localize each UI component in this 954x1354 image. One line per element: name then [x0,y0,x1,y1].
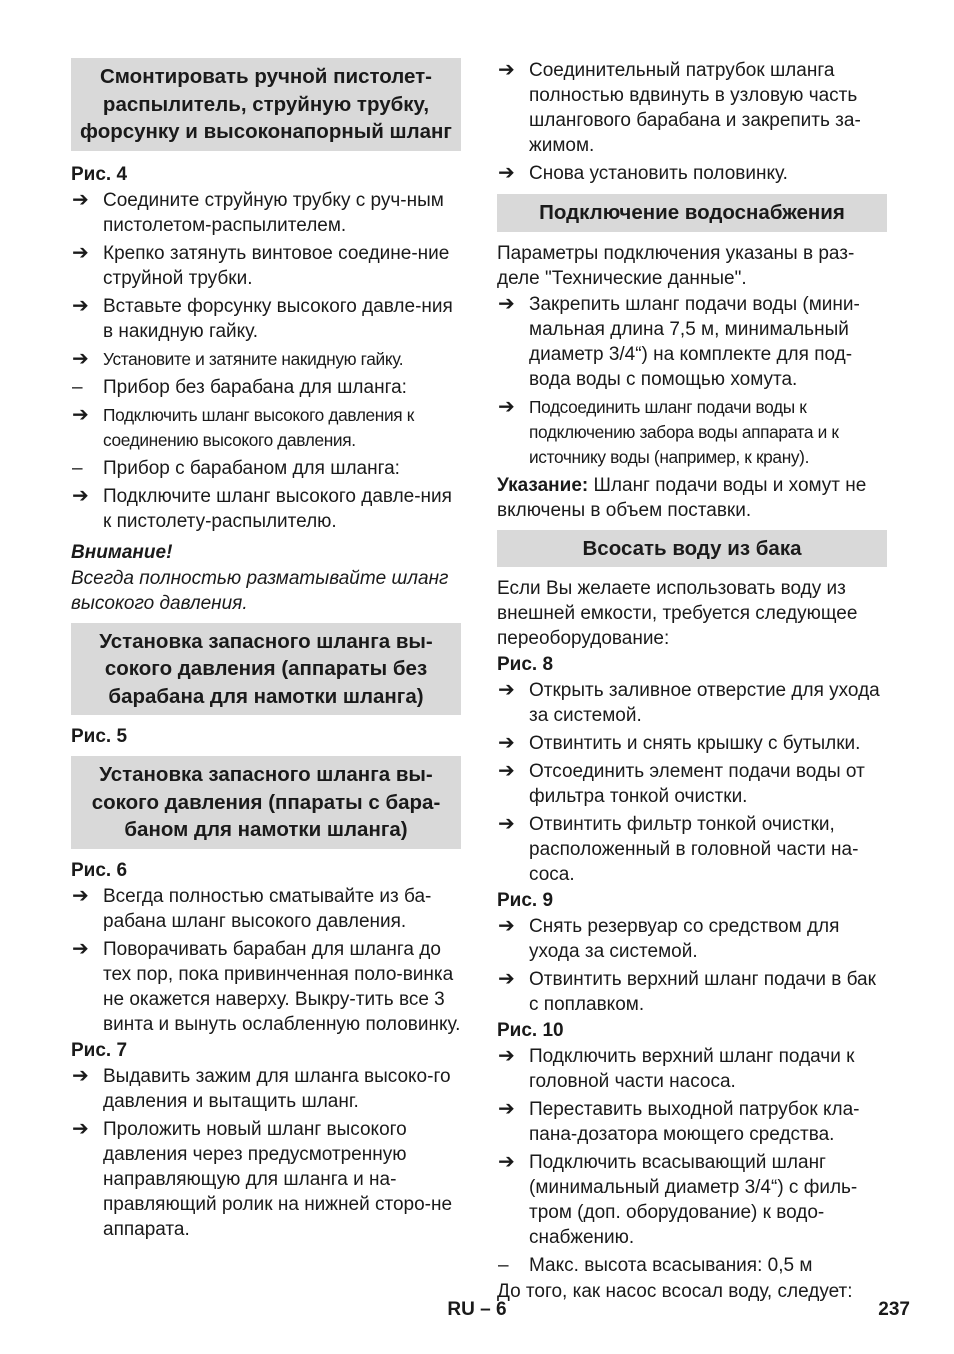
figure-label: Рис. 10 [497,1020,564,1041]
item-text: Выдавить зажим для шланга высоко-го давления и вытащить шланг. [103,1065,451,1112]
arrow-icon: ➔ [72,403,89,426]
caution-text: Всегда полностью разматывайте шланг высокого давления. [71,567,449,614]
left-column [71,58,461,1242]
instruction-step [71,1117,461,1242]
instruction-step [71,188,461,238]
arrow-icon: ➔ [498,162,515,184]
arrow-icon: ➔ [498,813,515,835]
instruction-step [497,759,887,809]
section-heading: Смонтировать ручной пистолет-распылитель, струйную трубку, форсунку и высоконапорный шланг [71,58,461,151]
arrow-icon: ➔ [498,292,515,315]
dash-icon: – [72,457,83,479]
arrow-icon: ➔ [72,347,89,370]
instruction-step [71,347,461,372]
arrow-icon: ➔ [72,884,89,907]
arrow-icon: ➔ [498,1045,515,1067]
item-text: Подключить шланг высокого давления к соединению высокого давления. [103,404,414,450]
item-text: Закрепить шланг подачи воды (мини-мальная длина 7,5 м, минимальный диаметр 3/4“) на комплекте для под-вода воды с помощью хомута. [529,293,860,390]
section-heading: Всосать воду из бака [497,530,887,568]
arrow-icon: ➔ [498,1098,515,1120]
item-text: Установите и затяните накидную гайку. [103,348,404,369]
instruction-step [497,161,887,186]
item-text: Отвинтить верхний шланг подачи в бак с поплавком. [529,969,876,1015]
item-text: Снова установить половинку. [529,163,788,184]
instruction-step [497,914,887,964]
item-text: Крепко затянуть винтовое соедине-ние струйной трубки. [103,242,450,289]
arrow-icon: ➔ [72,241,89,264]
item-text: Вставьте форсунку высокого давле-ния в накидную гайку. [103,295,453,342]
paragraph: Если Вы желаете использовать воду из внешней емкости, требуется следующее переоборудование: [497,578,858,649]
item-text: Соедините струйную трубку с руч-ным пистолетом-распылителем. [103,189,444,236]
arrow-icon: ➔ [498,760,515,782]
instruction-step [71,241,461,291]
page-number: 237 [878,1299,910,1320]
item-text: Отвинтить и снять крышку с бутылки. [529,733,861,754]
instruction-step [497,1044,887,1094]
instruction-step [497,1150,887,1250]
paragraph: До того, как насос всосал воду, следует: [497,1281,853,1302]
instruction-step [71,1064,461,1114]
list-item [71,456,461,481]
item-text: Прибор с барабаном для шланга: [103,457,400,479]
note-label: Указание: [497,474,589,496]
dash-icon: – [498,1255,509,1276]
instruction-step [497,58,887,158]
instruction-step [71,937,461,1037]
figure-label: Рис. 4 [71,163,128,185]
arrow-icon: ➔ [498,1151,515,1173]
item-text: Проложить новый шланг высокого давления через предусмотренную направляющую для шланга и на-правляющий ролик на нижней сторо-не аппарата. [103,1118,453,1240]
item-text: Прибор без барабана для шланга: [103,376,407,398]
arrow-icon: ➔ [72,484,89,507]
paragraph: Параметры подключения указаны в раз-деле "Технические данные". [497,242,855,289]
instruction-step [497,731,887,756]
instruction-step [497,292,887,392]
item-text: Снять резервуар со средством для ухода за системой. [529,916,840,962]
section-heading: Подключение водоснабжения [497,194,887,232]
item-text: Переставить выходной патрубок кла-пана-дозатора моющего средства. [529,1099,860,1145]
instruction-step [71,294,461,344]
arrow-icon: ➔ [72,188,89,211]
figure-label: Рис. 6 [71,859,128,881]
item-text: Подключите шланг высокого давле-ния к пистолету-распылителю. [103,485,452,532]
section-heading: Установка запасного шланга вы-сокого давления (ппараты с бара-баном для намотки шланга) [71,756,461,849]
list-item [497,1253,887,1278]
arrow-icon: ➔ [498,968,515,990]
instruction-step [497,395,887,470]
caution-text: Внимание! [71,541,173,563]
arrow-icon: ➔ [498,915,515,937]
instruction-step [71,403,461,453]
note-paragraph: Указание: Шланг подачи воды и хомут не включены в объем поставки. [497,474,867,521]
instruction-step [71,484,461,534]
section-page-label: RU – 6 [447,1299,507,1320]
item-text: Соединительный патрубок шланга полностью вдвинуть в узловую часть шлангового барабана и закрепить за-жимом. [529,60,861,156]
figure-label: Рис. 9 [497,890,554,911]
item-text: Отсоединить элемент подачи воды от фильтра тонкой очистки. [529,761,865,807]
arrow-icon: ➔ [72,937,89,960]
item-text: Подключить всасывающий шланг (минимальный диаметр 3/4“) с филь-тром (доп. оборудование) к водо-снабжению. [529,1152,858,1248]
instruction-step [497,678,887,728]
item-text: Подсоединить шланг подачи воды к подключению забора воды аппарата и к источнику воды (например, к крану). [529,396,839,467]
item-text: Макс. высота всасывания: 0,5 м [529,1255,813,1276]
arrow-icon: ➔ [498,59,515,81]
instruction-step [497,812,887,887]
instruction-step [497,967,887,1017]
figure-label: Рис. 8 [497,654,554,675]
right-column [497,58,887,1304]
item-text: Всегда полностью сматывайте из ба-рабана шланг высокого давления. [103,885,432,932]
dash-icon: – [72,376,83,398]
arrow-icon: ➔ [72,294,89,317]
item-text: Открыть заливное отверстие для ухода за системой. [529,680,880,726]
arrow-icon: ➔ [498,679,515,701]
arrow-icon: ➔ [72,1117,89,1140]
list-item [71,375,461,400]
arrow-icon: ➔ [72,1064,89,1087]
item-text: Поворачивать барабан для шланга до тех пор, пока привинченная поло-винка не окажется наверху. Выкру-тить все 3 винта и вынуть ослабленную половинку. [103,938,461,1035]
item-text: Отвинтить фильтр тонкой очистки, расположенный в головной части на-соса. [529,814,859,885]
section-heading: Установка запасного шланга вы-сокого давления (аппараты без барабана для намотки шланга) [71,623,461,716]
arrow-icon: ➔ [498,395,515,418]
instruction-step [497,1097,887,1147]
instruction-step [71,884,461,934]
arrow-icon: ➔ [498,732,515,754]
figure-label: Рис. 7 [71,1039,128,1061]
item-text: Подключить верхний шланг подачи к головной части насоса. [529,1046,855,1092]
figure-label: Рис. 5 [71,726,128,747]
